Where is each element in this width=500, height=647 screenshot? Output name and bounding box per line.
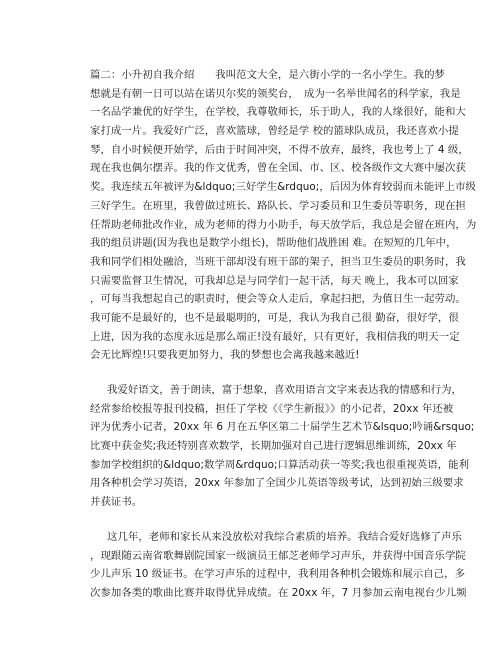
text-line: ，现跟随云南省歌舞剧院国家一级演员王郁芝老师学习声乐，并获得中国音乐学院 — [90, 549, 466, 562]
text-line: 想就是有朝一日可以站在诺贝尔奖的领奖台， 成为一名举世闻名的科学家，我是 — [90, 87, 461, 100]
text-line: 次参加各类的歌曲比赛并取得优异成绩。在 20xx 年，7 月参加云南电视台少儿频 — [90, 586, 467, 599]
text-line: 上进，因为我的态度永远是那么端正!没有最好，只有更好，我相信我的明天一定 — [90, 330, 460, 343]
text-line: 琴，自小时候便开始学，后由于时间冲突，不得不放弃，最终，我也考上了 4 级， — [90, 143, 469, 156]
text-line: 我的组员讲题(因为我也是数学小组长)，帮助他们战胜困 难。在短短的几年中， — [90, 237, 457, 250]
text-line: 奖。我连续五年被评为&ldquo;三好学生&rdquo;，后因为体育较弱而未能评上市级 — [90, 181, 476, 194]
text-line: 评为优秀小记者，20xx 年 6 月在五华区第二十届学生艺术节&lsquo;吟诵&rsquo; — [90, 421, 475, 434]
paragraph — [90, 381, 475, 512]
paragraph — [90, 66, 477, 365]
text-line: 经常参给校报等报刊投稿，担任了学校《《学生新报》》的小记者，20xx 年还被 — [90, 402, 454, 415]
text-line: 这几年，老师和家长从来没放松对我综合素质的培养。我结合爱好选修了声乐 — [107, 530, 462, 543]
text-line: 家打成一片。我爱好广泛，喜欢篮球，曾经是学 校的篮球队成员，我还喜欢小提 — [90, 125, 459, 138]
paragraph-gap — [90, 365, 422, 381]
text-line: 比赛中获金奖;我还特别喜欢数学，长期加强对自己进行逻辑思维训练，20xx 年 — [90, 440, 457, 453]
text-line: 三好学生。在班里，我曾做过班长、路队长、学习委员和卫生委员等职务，现在担 — [90, 199, 466, 212]
paragraph — [90, 528, 467, 603]
text-line: 只需要监督卫生情况，可我却总是与同学们一起干活，每天 晚上，我本可以回家 — [90, 274, 459, 287]
text-line: 我爱好语文，善于朗读，富于想象，喜欢用语言文字来表达我的情感和行为， — [107, 384, 462, 396]
text-line: 参加学校组织的&ldquo;数学周&rdquo;口算活动获一等奖;我也很重视英语，能利 — [90, 458, 470, 471]
document-body — [90, 66, 477, 603]
text-line: 我和同学们相处融洽，当班干部却没有班干部的架子，担当卫生委员的职务时，我 — [90, 255, 466, 268]
text-line: 一名品学兼优的好学生，在学校，我尊敬师长，乐于助人，我的人缘很好，能和大 — [90, 106, 466, 119]
text-line: 篇二：小升初自我介绍 我叫范文大全，是六街小学的一名小学生。我的梦 — [90, 69, 445, 81]
text-line: 少儿声乐 10 级证书。在学习声乐的过程中，我利用各种机会锻炼和展示自己，多 — [90, 568, 466, 581]
text-line: 并获证书。 — [90, 496, 143, 509]
text-line: 我可能不是最好的，也不是最聪明的，可是，我认为我自己很 勤奋，很好学，很 — [90, 311, 459, 324]
text-line: 会无比辉煌!只要我更加努力，我的梦想也会离我越来越近! — [90, 349, 360, 362]
text-line: 用各种机会学习英语，20xx 年参加了全国少儿英语等级考试，达到初始三级要求 — [90, 477, 464, 490]
text-line: ，可每当我想起自己的职责时，便会等众人走后，拿起扫把，为值日生一起劳动。 — [90, 293, 466, 306]
text-line: 任帮助老师批改作业，成为老师的得力小助手，每天放学后，我总是会留在班内，为 — [90, 218, 477, 231]
text-line: 现在我也偶尔摆弄。我的作文优秀，曾在全国、市、区、校各级作文大赛中屡次获 — [90, 162, 466, 175]
paragraph-gap — [90, 512, 422, 528]
